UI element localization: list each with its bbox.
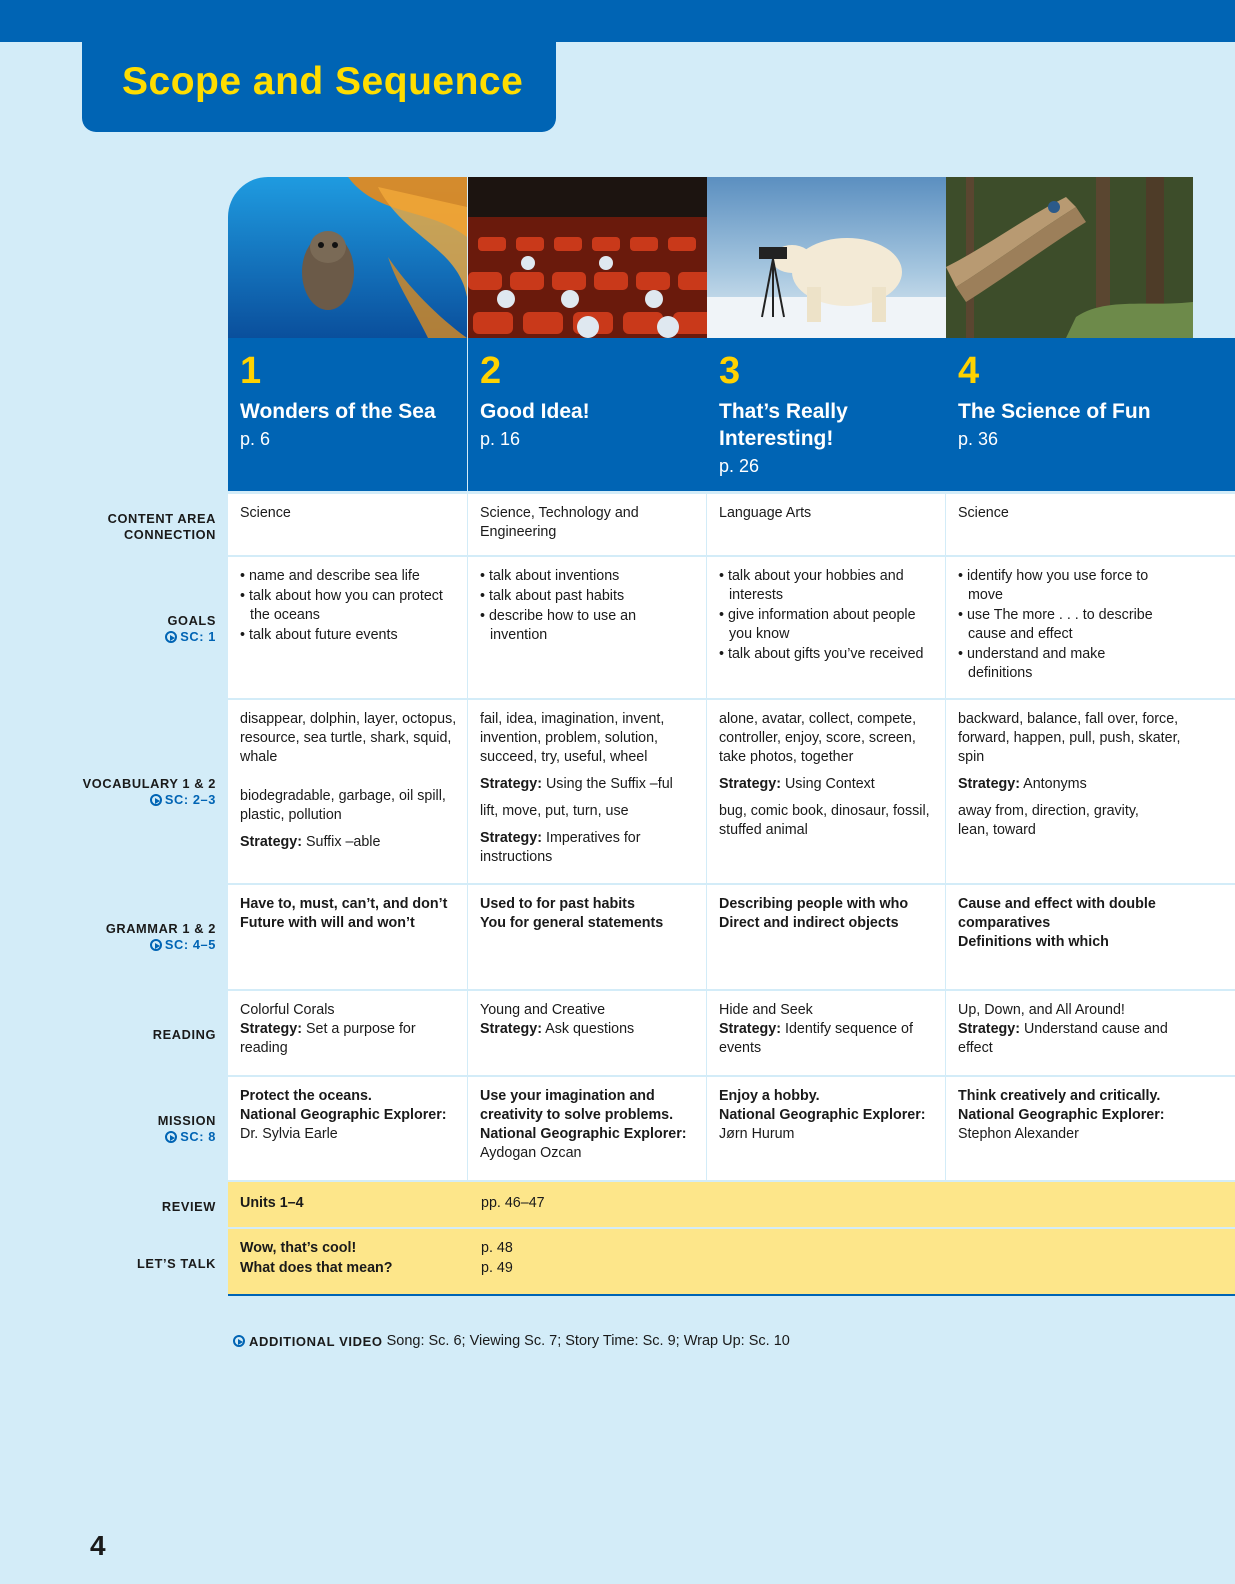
- goals-cell: [468, 557, 706, 698]
- reading-strategy: [719, 1020, 935, 1058]
- strategy-text: Identify sequence of events: [719, 1021, 913, 1056]
- reading-cell: [228, 991, 467, 1075]
- unit-page: p. 26: [719, 456, 760, 476]
- unit-title-text: Good Idea!: [480, 400, 590, 423]
- play-icon: [165, 631, 177, 643]
- reading-cell: [468, 991, 706, 1075]
- unit-title: [719, 398, 869, 480]
- video-link[interactable]: [150, 792, 216, 808]
- reading-strategy: [240, 1020, 457, 1058]
- title-tab: [82, 38, 556, 132]
- grammar-cell: [468, 885, 706, 989]
- grammar-item: Future with will and won’t: [240, 915, 415, 931]
- lets-talk-page: p. 49: [481, 1260, 513, 1276]
- unit-title-text: The Science of Fun: [958, 400, 1151, 423]
- vocabulary-words: biodegradable, garbage, oil spill, plastic, pollution: [240, 788, 446, 823]
- row-label-review: [0, 1199, 216, 1215]
- lets-talk-item: What does that mean?: [240, 1260, 393, 1276]
- additional-video-label: ADDITIONAL VIDEO: [249, 1333, 383, 1349]
- play-icon: [150, 939, 162, 951]
- strategy-text: Understand cause and effect: [958, 1021, 1168, 1056]
- unit-title: [958, 398, 1173, 453]
- content-area-cell: Science: [946, 494, 1235, 555]
- strategy-text: Imperatives for instructions: [480, 830, 641, 865]
- unit-4-photo: [946, 177, 1193, 338]
- video-link-label: SC: 2–3: [164, 792, 216, 807]
- goal-item: • talk about your hobbies and interests: [719, 567, 935, 605]
- goal-item: • describe how to use an invention: [480, 607, 696, 645]
- strategy-label: Strategy:: [240, 834, 302, 850]
- page-number: 4: [90, 1530, 106, 1561]
- row-label-content-area: [0, 511, 216, 543]
- grammar-item: Describing people with who: [719, 896, 909, 912]
- row-label-text: MISSION: [157, 1113, 216, 1128]
- vocabulary-strategy: [480, 829, 696, 867]
- grammar-item: Have to, must, can’t, and don’t: [240, 896, 448, 912]
- unit-number: 2: [480, 350, 502, 392]
- explorer-name: Aydogan Ozcan: [480, 1145, 582, 1161]
- mission-goal: Enjoy a hobby.: [719, 1088, 820, 1104]
- page-title: Scope and Sequence: [122, 60, 524, 103]
- grammar-item: Direct and indirect objects: [719, 915, 899, 931]
- video-link[interactable]: [165, 1129, 216, 1145]
- strategy-text: Suffix –able: [305, 834, 381, 850]
- strategy-text: Set a purpose for reading: [240, 1021, 416, 1056]
- mission-cell: [468, 1077, 706, 1180]
- vocabulary-words: fail, idea, imagination, invent, invention, problem, solution, succeed, try, useful, wheel: [480, 711, 665, 765]
- additional-video[interactable]: [233, 1333, 790, 1349]
- unit-1-header[interactable]: [228, 338, 467, 491]
- grammar-item: Definitions with which: [958, 934, 1109, 950]
- video-link-label: SC: 1: [180, 629, 216, 644]
- row-label-text: READING: [152, 1027, 216, 1042]
- grammar-cell: [707, 885, 945, 989]
- grammar-cell: [946, 885, 1235, 989]
- unit-title: [240, 398, 455, 453]
- additional-video-text: Song: Sc. 6; Viewing Sc. 7; Story Time: Sc. 9; Wrap Up: Sc. 10: [386, 1333, 790, 1349]
- explorer-name: Stephon Alexander: [958, 1126, 1079, 1142]
- vocabulary-strategy: [480, 775, 696, 794]
- goal-item: • talk about past habits: [480, 587, 696, 606]
- vocabulary-cell: [228, 700, 467, 883]
- vocabulary-strategy: [719, 775, 935, 794]
- top-bar: [0, 0, 1235, 42]
- content-area-cell: Language Arts: [707, 494, 945, 555]
- grammar-item: Used to for past habits: [480, 896, 635, 912]
- explorer-name: Jørn Hurum: [719, 1126, 795, 1142]
- unit-page: p. 16: [480, 429, 521, 449]
- unit-page: p. 6: [240, 429, 271, 449]
- review-row: [228, 1182, 1235, 1227]
- lets-talk-item: Wow, that’s cool!: [240, 1240, 357, 1256]
- mission-goal: Think creatively and critically.: [958, 1088, 1161, 1104]
- play-icon: [165, 1131, 177, 1143]
- grammar-item: Cause and effect with double comparatives: [958, 896, 1156, 931]
- vocabulary-cell: [468, 700, 706, 883]
- goal-item: • talk about gifts you’ve received: [719, 645, 935, 664]
- content-area-cell: Science: [228, 494, 467, 555]
- unit-title-text: Wonders of the Sea: [240, 400, 436, 423]
- vocabulary-cell: [946, 700, 1235, 883]
- goals-cell: [946, 557, 1235, 698]
- explorer-label: National Geographic Explorer:: [480, 1126, 687, 1142]
- strategy-label: Strategy:: [719, 776, 781, 792]
- unit-4-header[interactable]: [946, 338, 1235, 491]
- row-label-text: VOCABULARY 1 & 2: [82, 776, 216, 791]
- reading-title: Up, Down, and All Around!: [958, 1002, 1125, 1018]
- video-link[interactable]: [165, 629, 216, 645]
- unit-3-header[interactable]: [707, 338, 946, 491]
- goal-item: • talk about inventions: [480, 567, 696, 586]
- row-label-text: CONNECTION: [123, 527, 216, 542]
- unit-number: 3: [719, 350, 741, 392]
- strategy-label: Strategy:: [480, 830, 542, 846]
- strategy-text: Ask questions: [545, 1021, 635, 1037]
- video-link-label: SC: 8: [180, 1129, 216, 1144]
- strategy-text: Antonyms: [1023, 776, 1087, 792]
- strategy-text: Using the Suffix –ful: [545, 776, 673, 792]
- goal-item: • name and describe sea life: [240, 567, 457, 586]
- row-label-lets-talk: [0, 1256, 216, 1272]
- explorer-label: National Geographic Explorer:: [719, 1107, 926, 1123]
- vocabulary-words: backward, balance, fall over, force, forward, happen, pull, push, skater, spin: [958, 711, 1181, 765]
- goal-item: • identify how you use force to move: [958, 567, 1173, 605]
- strategy-label: Strategy:: [719, 1021, 781, 1037]
- goal-item: • talk about future events: [240, 626, 457, 645]
- grammar-cell: [228, 885, 467, 989]
- reading-cell: [946, 991, 1235, 1075]
- unit-title-text: That’s Really Interesting!: [719, 400, 848, 450]
- vocabulary-words: away from, direction, gravity, lean, toward: [958, 803, 1139, 838]
- mission-cell: [228, 1077, 467, 1180]
- row-label-reading: [0, 1027, 216, 1043]
- reading-title: Colorful Corals: [240, 1002, 335, 1018]
- goals-cell: [707, 557, 945, 698]
- mission-cell: [707, 1077, 945, 1180]
- video-link-label: SC: 4–5: [164, 937, 216, 952]
- strategy-label: Strategy:: [958, 776, 1020, 792]
- lets-talk-row: [228, 1229, 1235, 1296]
- strategy-label: Strategy:: [958, 1021, 1020, 1037]
- row-label-goals: [0, 613, 216, 647]
- play-icon: [233, 1335, 245, 1347]
- vocabulary-words: disappear, dolphin, layer, octopus, resource, sea turtle, shark, squid, whale: [240, 711, 457, 765]
- vocabulary-words: alone, avatar, collect, compete, controller, enjoy, score, screen, take photos, together: [719, 711, 917, 765]
- goal-item: • give information about people you know: [719, 606, 935, 644]
- row-label-text: LET’S TALK: [137, 1256, 216, 1271]
- review-pages: pp. 46–47: [481, 1195, 545, 1211]
- vocabulary-strategy: [240, 833, 457, 852]
- strategy-text: Using Context: [784, 776, 875, 792]
- vocabulary-cell: [707, 700, 945, 883]
- reading-strategy: [958, 1020, 1173, 1058]
- reading-cell: [707, 991, 945, 1075]
- vocabulary-words: lift, move, put, turn, use: [480, 803, 629, 819]
- vocabulary-strategy: [958, 775, 1225, 794]
- unit-number: 1: [240, 350, 262, 392]
- row-label-text: REVIEW: [161, 1199, 216, 1214]
- vocabulary-words: bug, comic book, dinosaur, fossil, stuffed animal: [719, 803, 930, 838]
- row-label-mission: [0, 1113, 216, 1147]
- strategy-label: Strategy:: [480, 1021, 542, 1037]
- goal-item: • understand and make definitions: [958, 645, 1173, 683]
- reading-title: Young and Creative: [480, 1002, 606, 1018]
- unit-2-photo: [468, 177, 707, 338]
- row-label-vocabulary: [0, 776, 216, 810]
- strategy-label: Strategy:: [480, 776, 542, 792]
- goal-item: • talk about how you can protect the oceans: [240, 587, 457, 625]
- mission-goal: Protect the oceans.: [240, 1088, 372, 1104]
- reading-strategy: [480, 1020, 696, 1039]
- mission-goal: Use your imagination and creativity to solve problems.: [480, 1088, 674, 1123]
- unit-page: p. 36: [958, 429, 999, 449]
- lets-talk-page: p. 48: [481, 1240, 513, 1256]
- row-label-text: CONTENT AREA: [107, 511, 216, 526]
- reading-title: Hide and Seek: [719, 1002, 813, 1018]
- row-label-grammar: [0, 921, 216, 955]
- goal-item: • use The more . . . to describe cause and effect: [958, 606, 1173, 644]
- unit-3-photo: [707, 177, 946, 338]
- row-label-text: GOALS: [167, 613, 216, 628]
- explorer-name: Dr. Sylvia Earle: [240, 1126, 338, 1142]
- unit-1-photo: [228, 177, 467, 338]
- mission-cell: [946, 1077, 1235, 1180]
- row-label-text: GRAMMAR 1 & 2: [105, 921, 216, 936]
- unit-2-header[interactable]: [468, 338, 707, 491]
- play-icon: [150, 794, 162, 806]
- explorer-label: National Geographic Explorer:: [240, 1107, 447, 1123]
- explorer-label: National Geographic Explorer:: [958, 1107, 1165, 1123]
- video-link[interactable]: [150, 937, 216, 953]
- grammar-item: You for general statements: [480, 915, 664, 931]
- content-area-cell: Science, Technology and Engineering: [468, 494, 706, 555]
- unit-number: 4: [958, 350, 980, 392]
- review-units: Units 1–4: [240, 1195, 304, 1211]
- goals-cell: [228, 557, 467, 698]
- strategy-label: Strategy:: [240, 1021, 302, 1037]
- unit-title: [480, 398, 695, 453]
